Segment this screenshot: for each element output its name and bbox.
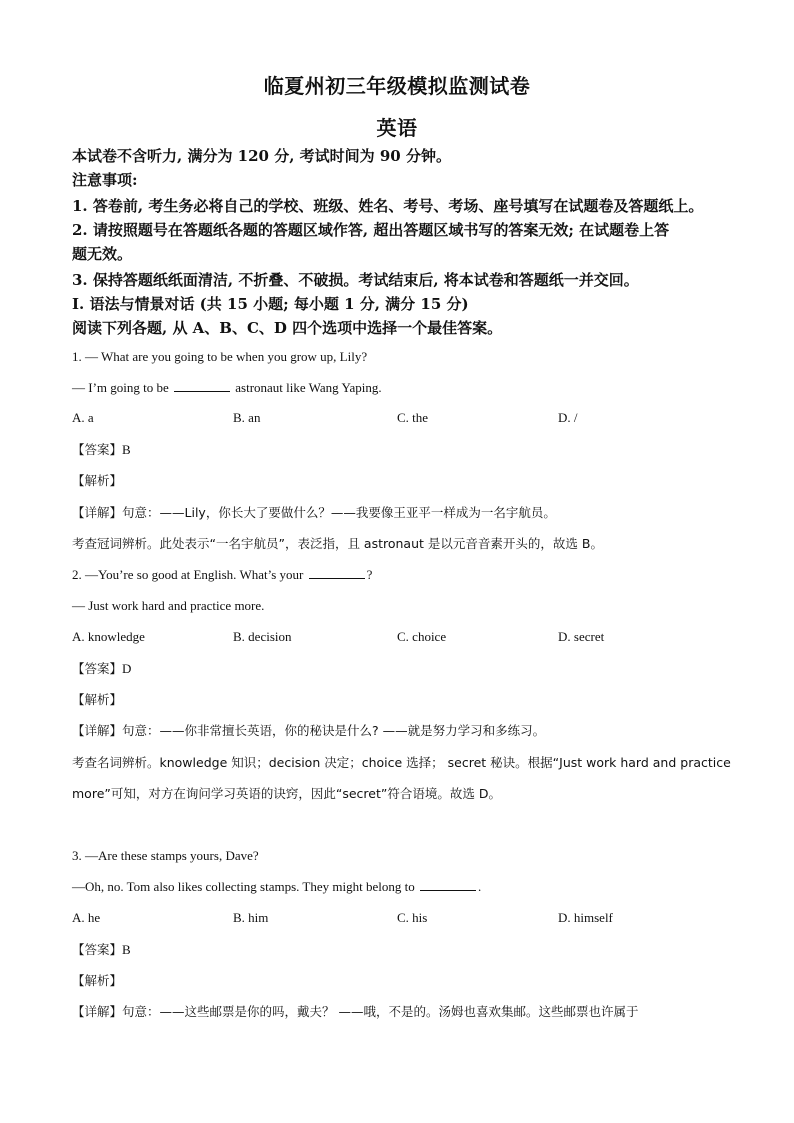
question-2-response: — Just work hard and practice more. (72, 598, 265, 613)
question-1-analysis-label (72, 472, 732, 490)
question-2-detail-line1: 句意：——你非常擅长英语，你的秘诀是什么? ——就是努力学习和多练习。 (122, 723, 546, 738)
question-3-response-post: . (477, 879, 482, 894)
question-2-answer (72, 660, 732, 678)
question-1-detail (72, 504, 732, 522)
notice-item-1: 1. 答卷前, 考生务必将自己的学校、班级、姓名、考号、考场、座号填写在试题卷及答题纸上。 (72, 197, 704, 215)
question-2-stem (72, 566, 732, 584)
question-1-detail-line1: 句意：——Lily，你长大了要做什么？——我要像王亚平一样成为一名宇航员。 (122, 505, 556, 520)
question-1-option-a[interactable]: A. a (72, 410, 94, 425)
question-2-stem-pre: 2. —You’re so good at English. What’s your (72, 567, 304, 582)
question-3-option-d[interactable]: D. himself (558, 910, 613, 925)
question-2-option-b[interactable]: B. decision (233, 629, 292, 644)
question-2-option-c[interactable]: C. choice (397, 629, 447, 644)
question-3-response (72, 878, 732, 896)
question-1-detail-line2: 考查冠词辨析。此处表示“一名宇航员”，表泛指，且 astronaut 是以元音音素开头的，故选 B。 (72, 536, 603, 551)
question-2-detail-line2: 考查名词辨析。knowledge 知识；decision 决定；choice 选择； secret 秘诀。根据“Just work hard and practice (72, 755, 731, 770)
notice-item-2b: 题无效。 (72, 245, 133, 263)
exam-subject: 英语 (376, 116, 418, 140)
question-3-detail-line1: 句意：——这些邮票是你的吗，戴夫？ ——哦，不是的。汤姆也喜欢集邮。这些邮票也许属于 (122, 1004, 639, 1019)
analysis-label: 【解析】 (72, 973, 123, 988)
question-1-response-post: astronaut like Wang Yaping. (235, 380, 382, 395)
question-3-blank (420, 878, 476, 891)
question-1-answer-value: B (122, 442, 131, 457)
question-2-blank (309, 566, 365, 579)
question-1-option-b[interactable]: B. an (233, 410, 261, 425)
question-1-stem: 1. — What are you going to be when you grow up, Lily? (72, 349, 368, 364)
answer-label: 【答案】 (72, 942, 123, 957)
question-2-answer-value: D (122, 661, 132, 676)
question-2-analysis-label (72, 691, 732, 709)
detail-label: 【详解】 (72, 723, 123, 738)
question-1-answer (72, 441, 732, 459)
detail-label: 【详解】 (72, 1004, 123, 1019)
exam-title: 临夏州初三年级模拟监测试卷 (263, 74, 531, 98)
question-2-option-d[interactable]: D. secret (558, 629, 605, 644)
question-3-answer (72, 941, 732, 959)
section-directive: 阅读下列各题, 从 A、B、C、D 四个选项中选择一个最佳答案。 (72, 319, 503, 337)
question-2-stem-post: ? (366, 567, 373, 582)
question-1-option-d[interactable]: D. / (558, 410, 578, 425)
analysis-label: 【解析】 (72, 473, 123, 488)
question-3-stem: 3. —Are these stamps yours, Dave? (72, 848, 259, 863)
analysis-label: 【解析】 (72, 692, 123, 707)
answer-label: 【答案】 (72, 442, 123, 457)
question-2-option-a[interactable]: A. knowledge (72, 629, 145, 644)
question-1-option-c[interactable]: C. the (397, 410, 429, 425)
section-heading: I. 语法与情景对话 (共 15 小题; 每小题 1 分, 满分 15 分) (72, 295, 469, 313)
question-3-option-a[interactable]: A. he (72, 910, 101, 925)
question-3-detail (72, 1003, 732, 1021)
notice-item-2a: 2. 请按照题号在答题纸各题的答题区域作答, 超出答题区域书写的答案无效; 在试题卷上答 (72, 221, 670, 239)
notice-item-3: 3. 保持答题纸纸面清洁, 不折叠、不破损。考试结束后, 将本试卷和答题纸一并交回。 (72, 271, 639, 289)
exam-intro: 本试卷不含听力, 满分为 120 分, 考试时间为 90 分钟。 (72, 147, 451, 165)
answer-label: 【答案】 (72, 661, 123, 676)
question-1-response-pre: — I’m going to be (72, 380, 169, 395)
question-1-response (72, 379, 732, 397)
question-3-response-pre: —Oh, no. Tom also likes collecting stamps. They might belong to (72, 879, 415, 894)
question-3-option-c[interactable]: C. his (397, 910, 428, 925)
question-2-detail-line3: more”可知，对方在询问学习英语的诀窍，因此“secret”符合语境。故选 D。 (72, 786, 501, 801)
question-3-analysis-label (72, 972, 732, 990)
question-1-blank (174, 379, 230, 392)
notice-title: 注意事项: (72, 171, 138, 189)
detail-label: 【详解】 (72, 505, 123, 520)
question-2-detail (72, 722, 732, 740)
question-3-answer-value: B (122, 942, 131, 957)
question-3-option-b[interactable]: B. him (233, 910, 269, 925)
